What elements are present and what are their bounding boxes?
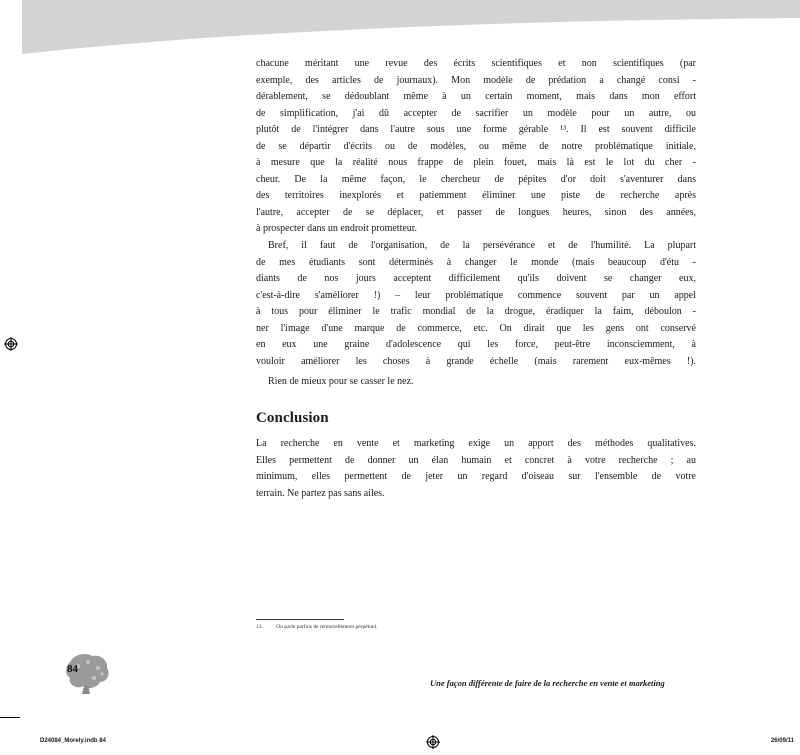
text-line: Rien de mieux pour se casser le nez.: [268, 376, 414, 387]
registration-mark-icon: [426, 735, 440, 749]
footnote-number: 13.: [256, 624, 263, 630]
text-line: dérablement, se dédoublant même à un certain moment, mais dans mon effort: [256, 91, 696, 102]
text-line: ner l'image d'une marque de commerce, etc. On dirait que les gens ont conservé: [256, 322, 696, 334]
slug-filename: D24084_Morely.indb 84: [40, 738, 106, 744]
text-line: minimum, elles permettent de jeter un regard d'oiseau sur l'ensemble de votre: [256, 471, 696, 482]
text-line: des territoires inexplorés et patiemment éliminer une piste de recherche après: [256, 190, 696, 201]
text-line: l'autre, accepter de se déplacer, et passer de longues heures, sinon des années,: [256, 206, 696, 218]
slug-date: 26/09/11: [770, 738, 794, 744]
text-line: à mesure que la réalité nous frappe de plein fouet, mais là est le lot du cher -: [256, 157, 696, 168]
crop-mark: [0, 717, 20, 718]
text-line: terrain. Ne partez pas sans ailes.: [256, 487, 385, 499]
page-number-area: [64, 652, 112, 694]
text-line: à tous pour éliminer le trafic mondial de la drogue, éradiquer la faim, déboulon -: [256, 306, 696, 317]
body-paragraph-3: [256, 374, 696, 391]
corner-banner: [0, 0, 800, 60]
text-line: diants de nos jours acceptent difficilement qu'ils doivent se changer eux,: [256, 273, 696, 284]
text-line: de simplification, j'ai dû accepter de sacrifier un modèle pour un autre, ou: [256, 107, 696, 119]
page-number: 84: [67, 663, 78, 675]
text-line: exemple, des articles de journaux). Mon modèle de prédation a changé consi -: [256, 74, 696, 86]
conclusion-paragraph: [256, 436, 696, 502]
text-line: c'est-à-dire s'améliorer !) – leur problématique commence souvent par un appel: [256, 289, 696, 301]
registration-mark-icon: [4, 337, 18, 351]
text-line: Bref, il faut de l'organisation, de la persévérance et de l'humilité. La plupart: [268, 240, 696, 251]
text-line: plutôt de l'intégrer dans l'autre sous une forme gérable ¹³. Il est souvent difficile: [256, 124, 696, 135]
text-line: de mes étudiants sont déterminés à changer le monde (mais beaucoup d'étu -: [256, 256, 696, 268]
text-line: La recherche en vente et marketing exige un apport des méthodes qualitatives.: [256, 438, 696, 449]
body-paragraph-1: [256, 56, 696, 238]
text-line: chacune méritant une revue des écrits scientifiques et non scientifiques (par: [256, 58, 696, 69]
running-footer: Une façon différente de faire de la recherche en vente et marketing: [430, 678, 665, 688]
footnote: [256, 624, 377, 630]
text-line: vouloir améliorer les choses à grande échelle (mais rarement eux-mêmes !).: [256, 355, 696, 367]
footnote-rule: [256, 619, 344, 620]
footnote-text: On parle parfois de renouvellement perpétuel.: [276, 624, 378, 630]
section-heading: Conclusion: [256, 410, 329, 426]
text-line: à prospecter dans un endroit prometteur.: [256, 223, 418, 234]
body-paragraph-2: [256, 238, 696, 370]
text-line: en eux une graine d'adolescence qui les force, peut-être inconsciemment, à: [256, 339, 696, 350]
text-line: Elles permettent de donner un élan humain et concret à votre recherche ; au: [256, 454, 696, 466]
text-line: cheur. De la même façon, le chercheur de pépites d'or doit s'aventurer dans: [256, 173, 696, 185]
text-line: de se départir d'écrits ou de modèles, ou même de notre problématique initiale,: [256, 140, 696, 152]
